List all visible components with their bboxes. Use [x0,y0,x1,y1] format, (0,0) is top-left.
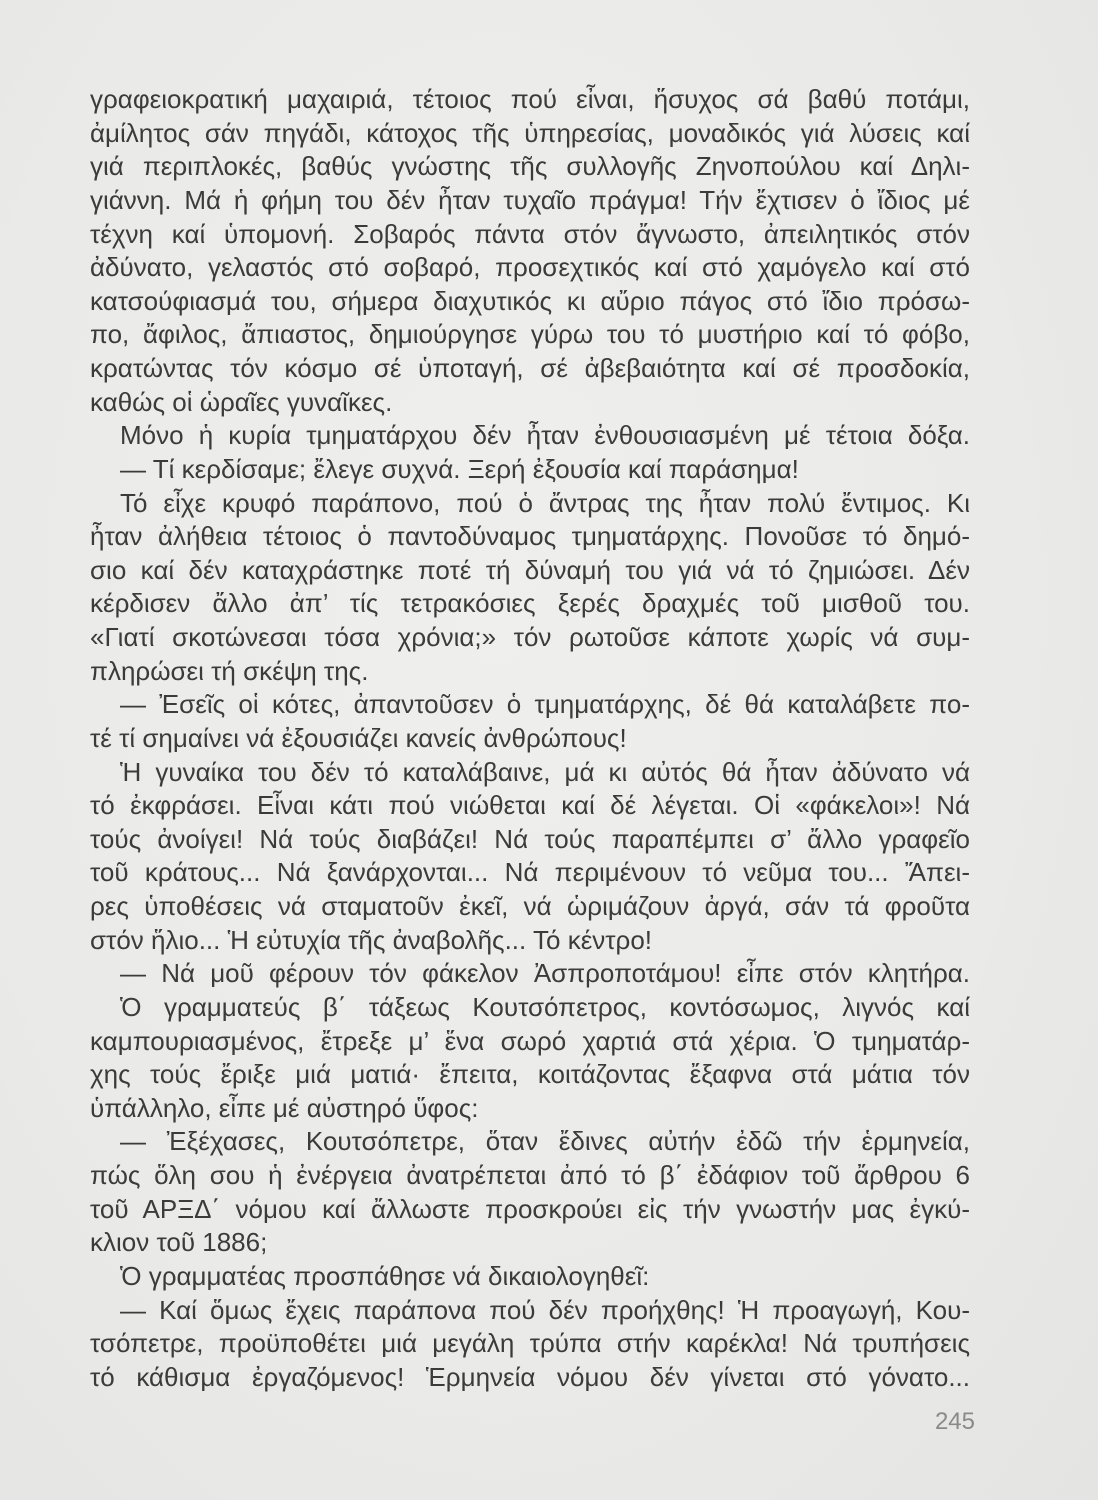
paragraph [90,756,970,958]
text-line: τό κάθισμα ἐργαζόμενος! Ἑρμηνεία νόμου δέν γίνεται στό γόνατο... [90,1361,970,1392]
text-line: τοῦ ΑΡΞΔ΄ νόμου καί ἄλλωστε προσκρούει εἰς τήν γνωστήν μας ἐγκύ- [90,1193,970,1224]
paragraph [90,1260,970,1294]
text-line: τό ἐκφράσει. Εἶναι κάτι πού νιώθεται καί δέ λέγεται. Οἱ «φάκελοι»! Νά [90,790,970,821]
text-line: — Ἐξέχασες, Κουτσόπετρε, ὅταν ἔδινες αὐτήν ἐδῶ τήν ἑρμηνεία, [120,1126,970,1157]
text-line: κρατώντας τόν κόσμο σέ ὑποταγή, σέ ἀβεβαιότητα καί σέ προσδοκία, [90,353,970,383]
text-line: «Γιατί σκοτώνεσαι τόσα χρόνια;» τόν ρωτοῦσε κάποτε χωρίς νά συμ- [90,622,970,652]
text-line: καθώς οἱ ὡραῖες γυναῖκες. [90,386,393,417]
text-line: τσόπετρε, προϋποθέτει μιά μεγάλη τρύπα στήν καρέκλα! Νά τρυπήσεις [90,1328,970,1359]
text-line: ἀδύνατο, γελαστός στό σοβαρό, προσεχτικός καί στό χαμόγελο καί στό [90,252,970,283]
text-line: τοῦ κράτους... Νά ξανάρχονται... Νά περιμένουν τό νεῦμα του... Ἄπει- [90,857,970,888]
text-line: Μόνο ἡ κυρία τμηματάρχου δέν ἦταν ἐνθουσιασμένη μέ τέτοια δόξα. [120,420,970,451]
text-line: ἦταν ἀλήθεια τέτοιος ὁ παντοδύναμος τμηματάρχης. Πονοῦσε τό δημό- [90,521,970,552]
text-line: ὑπάλληλο, εἶπε μέ αὐστηρό ὕφος: [90,1092,479,1123]
text-line: — Καί ὅμως ἔχεις παράπονα πού δέν προήχθης! Ἡ προαγωγή, Κου- [120,1294,970,1325]
text-line: σιο καί δέν καταχράστηκε ποτέ τή δύναμή του γιά νά τό ζημιώσει. Δέν [90,554,970,585]
text-line: τούς ἀνοίγει! Νά τούς διαβάζει! Νά τούς παραπέμπει σ’ ἄλλο γραφεῖο [90,823,970,854]
text-line: τέ τί σημαίνει νά ἐξουσιάζει κανείς ἀνθρώπους! [90,722,627,753]
text-line: ἀμίλητος σάν πηγάδι, κάτοχος τῆς ὑπηρεσίας, μοναδικός γιά λύσεις καί [90,117,970,148]
text-line: — Ἐσεῖς οἱ κότες, ἀπαντοῦσεν ὁ τμηματάρχης, δέ θά καταλάβετε πο- [120,689,970,720]
paragraph [90,991,970,1126]
dialogue-paragraph [90,957,970,991]
paragraph [90,419,970,453]
text-line: ρες ὑποθέσεις νά σταματοῦν ἐκεῖ, νά ὡριμάζουν ἀργά, σάν τά φροῦτα [90,891,970,921]
text-line: τέχνη καί ὑπομονή. Σοβαρός πάντα στόν ἄγνωστο, ἀπειλητικός στόν [90,218,970,249]
text-line: κέρδισεν ἄλλο ἀπ’ τίς τετρακόσιες ξερές δραχμές τοῦ μισθοῦ του. [90,588,970,619]
text-line: πο, ἄφιλος, ἄπιαστος, δημιούργησε γύρω του τό μυστήριο καί τό φόβο, [90,319,970,350]
dialogue-paragraph [90,688,970,755]
text-line: στόν ἥλιο... Ἡ εὐτυχία τῆς ἀναβολῆς... Τό κέντρο! [90,924,653,955]
paragraph [90,487,970,689]
text-line: γραφειοκρατική μαχαιριά, τέτοιος πού εἶναι, ἥσυχος σά βαθύ ποτάμι, [90,84,970,114]
paragraph [90,83,970,419]
text-line: — Τί κερδίσαμε; ἔλεγε συχνά. Ξερή ἐξουσία καί παράσημα! [120,453,799,484]
text-line: Ἡ γυναίκα του δέν τό καταλάβαινε, μά κι αὐτός θά ἦταν ἀδύνατο νά [120,756,970,787]
text-line: καμπουριασμένος, ἔτρεξε μ’ ἕνα σωρό χαρτιά στά χέρια. Ὁ τμηματάρ- [90,1025,970,1056]
text-line: χης τούς ἔριξε μιά ματιά· ἔπειτα, κοιτάζοντας ἔξαφνα στά μάτια τόν [90,1059,970,1090]
text-line: — Νά μοῦ φέρουν τόν φάκελον Ἀσπροποτάμου! εἶπε στόν κλητήρα. [120,958,970,989]
text-line: Ὁ γραμματεύς β΄ τάξεως Κουτσόπετρος, κοντόσωμος, λιγνός καί [120,991,970,1022]
text-line: πληρώσει τή σκέψη της. [90,655,369,686]
text-line: κλιον τοῦ 1886; [90,1227,268,1258]
text-line: Ὁ γραμματέας προσπάθησε νά δικαιολογηθεῖ: [120,1260,650,1291]
text-line: κατσούφιασμά του, σήμερα διαχυτικός κι αὔριο πάγος στό ἴδιο πρόσω- [90,285,970,316]
text-line: πώς ὅλη σου ἡ ἐνέργεια ἀνατρέπεται ἀπό τό β΄ ἐδάφιον τοῦ ἄρθρου 6 [90,1160,970,1190]
dialogue-paragraph [90,453,970,487]
text-line: Τό εἶχε κρυφό παράπονο, πού ὁ ἄντρας της ἦταν πολύ ἔντιμος. Κι [120,487,970,518]
dialogue-paragraph [90,1294,970,1395]
text-line: γιάννη. Μά ἡ φήμη του δέν ἦταν τυχαῖο πράγμα! Τήν ἔχτισεν ὁ ἴδιος μέ [90,184,970,215]
text-line: γιά περιπλοκές, βαθύς γνώστης τῆς συλλογῆς Ζηνοπούλου καί Δηλι- [90,151,970,182]
page-number: 245 [934,1408,975,1435]
dialogue-paragraph [90,1125,970,1260]
page-body [90,83,970,1394]
